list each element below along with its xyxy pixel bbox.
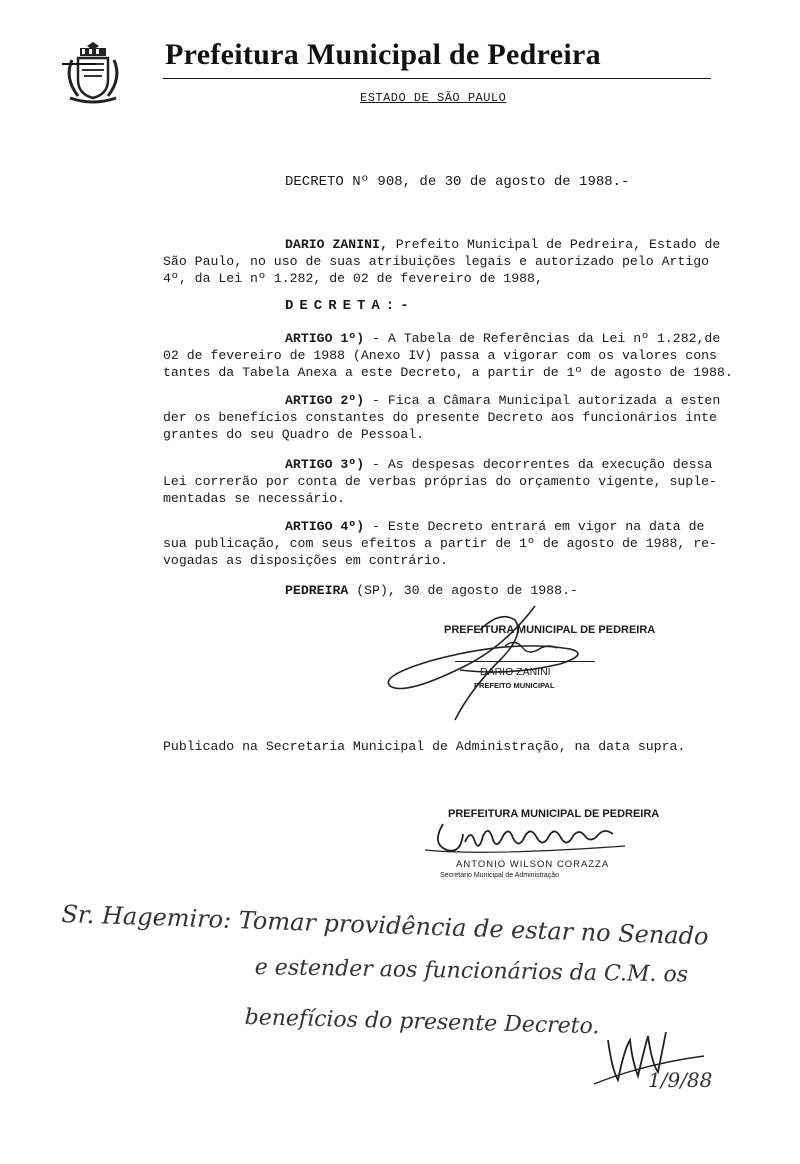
handwritten-note-line-2: e estender aos funcionários da C.M. os	[254, 955, 689, 988]
mayor-role: PREFEITO MUNICIPAL	[474, 681, 555, 690]
handwritten-date: 1/9/88	[648, 1068, 713, 1092]
publication-note: Publicado na Secretaria Municipal de Administração, na data supra.	[163, 739, 686, 754]
article-line: sua publicação, com seus efeitos a partir de 1º de agosto de 1988, re-	[163, 536, 717, 551]
mayor-name: DARIO ZANINI,	[285, 237, 388, 252]
article-3	[163, 456, 728, 507]
preamble-line-3: 4º, da Lei nº 1.282, de 02 de fevereiro de 1988,	[163, 271, 543, 286]
handwritten-note-line-3: benefícios do presente Decreto.	[244, 1005, 600, 1040]
article-label: ARTIGO 3º)	[285, 457, 365, 472]
article-line: der os benefícios constantes do presente Decreto aos funcionários inte	[163, 410, 717, 425]
preamble-line-1: Prefeito Municipal de Pedreira, Estado de	[387, 237, 721, 252]
article-2	[163, 392, 728, 443]
article-1	[163, 330, 733, 381]
article-line: Lei correrão por conta de verbas próprias do orçamento vigente, suple-	[163, 474, 717, 489]
article-line: - A Tabela de Referências da Lei nº 1.282,de	[364, 331, 721, 346]
article-line: - Fica a Câmara Municipal autorizada a esten	[364, 393, 721, 408]
secretary-name: ANTONIO WILSON CORAZZA	[456, 859, 610, 870]
signature-line	[455, 661, 595, 662]
municipal-crest-icon	[62, 40, 124, 104]
page-title: Prefeitura Municipal de Pedreira	[165, 38, 601, 71]
mayor-signature	[385, 600, 615, 730]
secretary-role: Secretario Municipal de Administração	[440, 872, 560, 879]
preamble	[163, 236, 728, 287]
state-subtitle: ESTADO DE SÃO PAULO	[360, 91, 507, 105]
secretary-signature	[415, 820, 645, 860]
mayor-name-stamp: DARIO ZANINI	[480, 666, 551, 678]
place-date	[285, 582, 578, 599]
article-label: ARTIGO 1º)	[285, 331, 365, 346]
article-label: ARTIGO 4º)	[285, 519, 365, 534]
preamble-line-2: São Paulo, no uso de suas atribuições legais e autorizado pelo Artigo	[163, 254, 710, 269]
decree-heading: DECRETO Nº 908, de 30 de agosto de 1988.-	[285, 174, 630, 190]
place-name: PEDREIRA	[285, 583, 349, 598]
article-line: vogadas as disposições em contrário.	[163, 553, 448, 568]
article-label: ARTIGO 2º)	[285, 393, 365, 408]
article-line: tantes da Tabela Anexa a este Decreto, a partir de 1º de agosto de 1988.	[163, 365, 733, 380]
article-line: 02 de fevereiro de 1988 (Anexo IV) passa a vigorar com os valores cons	[163, 348, 717, 363]
date-text: (SP), 30 de agosto de 1988.-	[348, 583, 578, 598]
handwritten-note-line-1: Sr. Hagemiro: Tomar providência de estar no Senado	[61, 900, 709, 951]
mayor-stamp: PREFEITURA MUNICIPAL DE PEDREIRA	[444, 624, 656, 636]
decreta-heading: DECRETA:-	[285, 298, 415, 314]
secretary-stamp: PREFEITURA MUNICIPAL DE PEDREIRA	[448, 808, 660, 820]
article-4	[163, 518, 728, 569]
title-divider	[163, 78, 711, 79]
article-line: mentadas se necessário.	[163, 491, 346, 506]
article-line: - As despesas decorrentes da execução dessa	[364, 457, 713, 472]
article-line: grantes do seu Quadro de Pessoal.	[163, 427, 425, 442]
article-line: - Este Decreto entrará em vigor na data de	[364, 519, 705, 534]
